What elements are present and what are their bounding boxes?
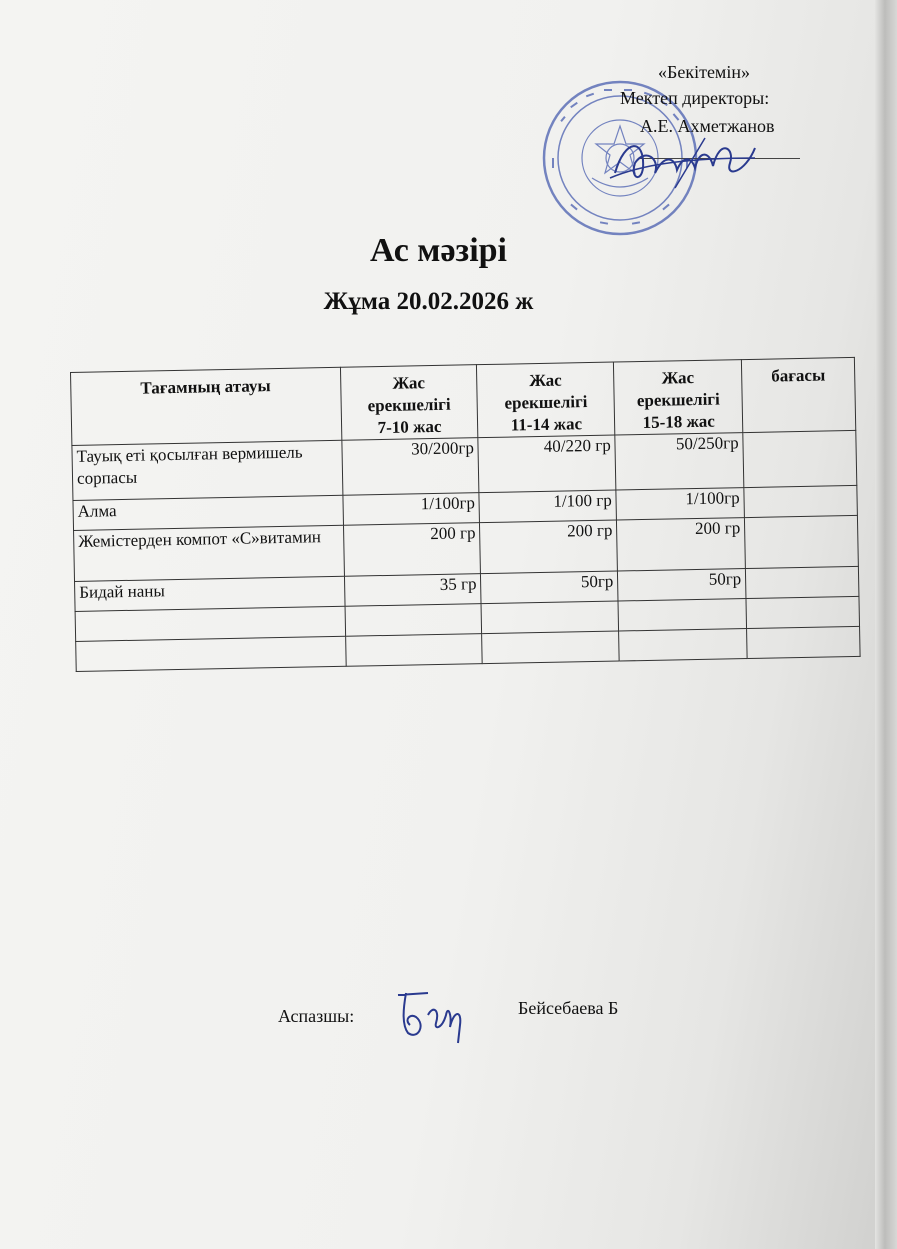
portion-15-18-cell bbox=[619, 629, 747, 661]
portion-7-10-cell bbox=[345, 604, 482, 637]
portion-11-14-cell: 200 гр bbox=[480, 520, 618, 573]
director-signature bbox=[605, 128, 765, 198]
header-line: 11-14 жас bbox=[510, 414, 583, 435]
portion-11-14-cell: 40/220 гр bbox=[478, 435, 616, 493]
header-line: Жас bbox=[661, 368, 695, 388]
page-title: Ас мәзірі bbox=[369, 232, 507, 269]
page-subtitle: Жұма 20.02.2026 ж bbox=[323, 288, 534, 315]
header-age-11-14 bbox=[477, 362, 615, 438]
portion-11-14-cell: 1/100 гр bbox=[479, 490, 616, 523]
header-dish-name-text: Тағамның атауы bbox=[140, 376, 271, 398]
portion-7-10-cell bbox=[345, 634, 482, 667]
portion-11-14-cell bbox=[481, 601, 618, 634]
portion-7-10-cell: 1/100гр bbox=[342, 493, 479, 526]
header-line: Жас bbox=[529, 370, 562, 391]
portion-11-14-cell: 50гр bbox=[481, 571, 618, 604]
dish-name-cell: Жемістерден компот «С»витамин bbox=[74, 526, 344, 582]
price-cell bbox=[747, 626, 860, 658]
header-price bbox=[741, 357, 855, 432]
portion-11-14-cell bbox=[482, 631, 619, 664]
dish-name-cell: Бидай наны bbox=[75, 576, 345, 611]
portion-15-18-cell: 50гр bbox=[618, 569, 746, 601]
header-line: ерекшелігі bbox=[367, 394, 451, 416]
cook-label: Аспазшы: bbox=[278, 1006, 355, 1026]
portion-15-18-cell: 200 гр bbox=[617, 518, 746, 571]
cook-signature bbox=[388, 985, 478, 1045]
portion-15-18-cell: 1/100гр bbox=[616, 488, 744, 520]
header-line: 7-10 жас bbox=[377, 416, 442, 438]
portion-15-18-cell: 50/250гр bbox=[615, 433, 744, 491]
price-cell bbox=[744, 486, 857, 518]
dish-name-cell: Алма bbox=[73, 496, 343, 531]
price-cell bbox=[746, 596, 859, 628]
approval-director-name: А.Е. Ахметжанов bbox=[640, 116, 775, 136]
price-cell bbox=[743, 430, 857, 488]
portion-15-18-cell bbox=[618, 599, 746, 631]
cook-name: Бейсебаева Б bbox=[518, 998, 619, 1018]
header-line: ерекшелігі bbox=[636, 389, 720, 411]
portion-7-10-cell: 200 гр bbox=[343, 523, 481, 576]
portion-7-10-cell: 30/200гр bbox=[341, 438, 479, 496]
header-dish-name bbox=[71, 367, 342, 445]
table-body bbox=[72, 430, 860, 671]
header-line: 15-18 жас bbox=[642, 411, 716, 433]
page-edge bbox=[875, 0, 897, 1249]
header-age-7-10 bbox=[340, 365, 478, 441]
price-cell bbox=[746, 566, 859, 598]
menu-table bbox=[70, 357, 861, 672]
header-line: ерекшелігі bbox=[504, 392, 588, 413]
dish-name-cell: Тауық еті қосылған вермишель сорпасы bbox=[72, 440, 343, 501]
header-line: Жас bbox=[392, 373, 426, 393]
portion-7-10-cell: 35 гр bbox=[344, 574, 481, 607]
approval-position: Мектеп директоры: bbox=[620, 88, 770, 108]
price-cell bbox=[745, 516, 859, 569]
approval-heading: «Бекітемін» bbox=[658, 62, 750, 82]
header-age-15-18 bbox=[614, 360, 743, 435]
dish-name-cell bbox=[76, 636, 346, 671]
header-price-text: бағасы bbox=[771, 365, 826, 386]
